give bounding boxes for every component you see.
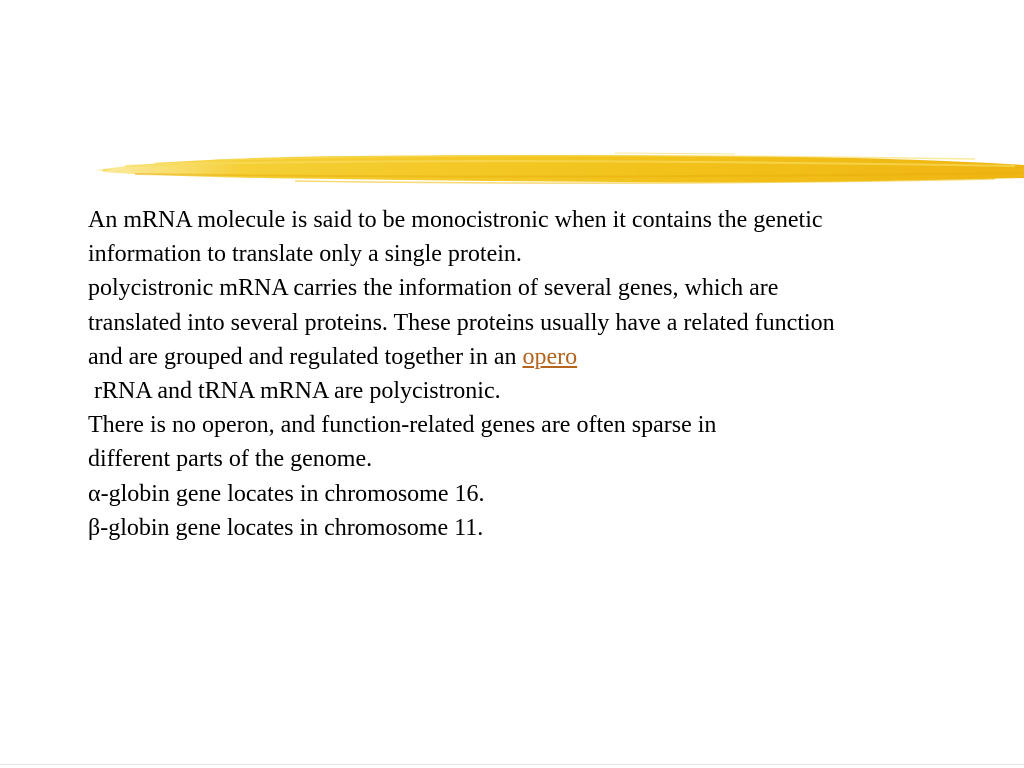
body-line-6: rRNA and tRNA mRNA are polycistronic. [88, 377, 501, 404]
body-line-5 [88, 340, 1008, 374]
body-line-4: translated into several proteins. These proteins usually have a related function [88, 309, 835, 336]
yellow-brush-stroke-icon [95, 148, 1024, 190]
body-line-3: polycistronic mRNA carries the information of several genes, which are [88, 275, 779, 302]
body-line-8: different parts of the genome. [88, 446, 373, 473]
body-line-7: There is no operon, and function-related genes are often sparse in [88, 412, 717, 439]
bottom-divider [0, 764, 1024, 765]
body-line-10: β-globin gene locates in chromosome 11. [88, 514, 484, 541]
body-line-5-text: and are grouped and regulated together in an [88, 343, 523, 370]
operon-link[interactable]: opero [522, 343, 578, 370]
body-text [88, 203, 1008, 545]
body-line-1: An mRNA molecule is said to be monocistronic when it contains the genetic [88, 207, 823, 233]
body-line-9: α-globin gene locates in chromosome 16. [88, 480, 485, 507]
body-line-2: information to translate only a single protein. [88, 241, 522, 268]
